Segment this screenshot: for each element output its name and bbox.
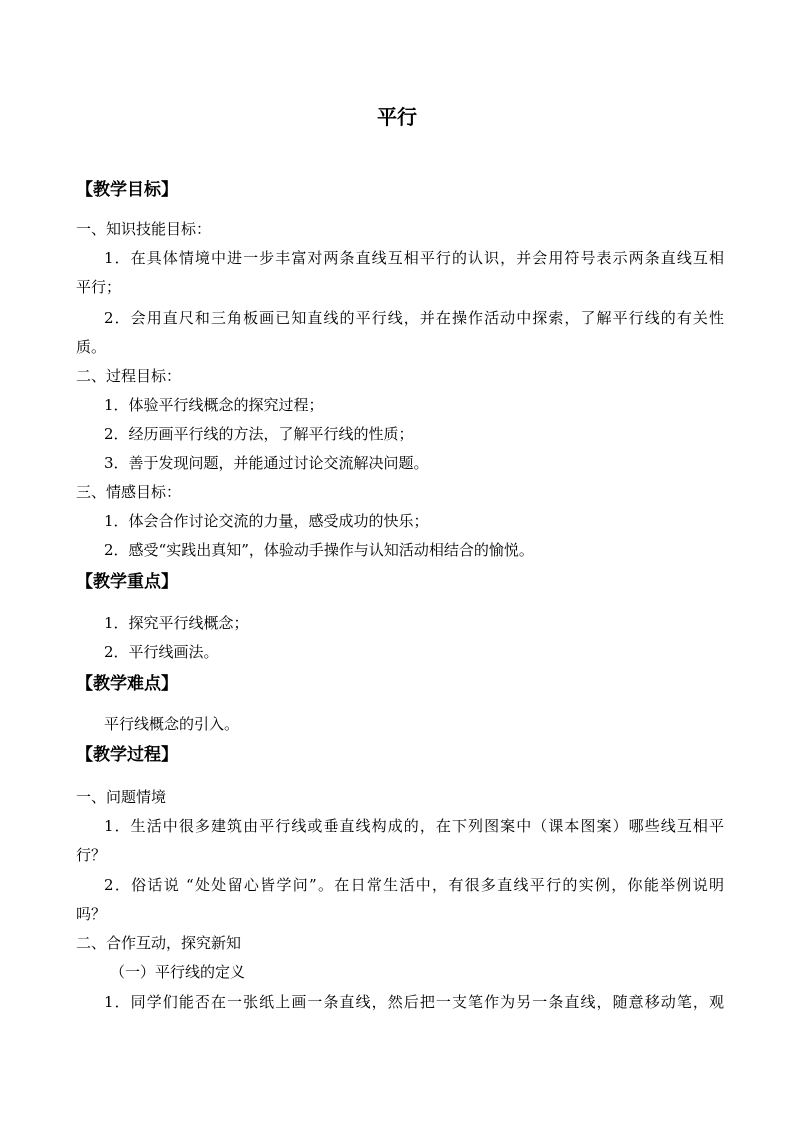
- emotion-item-2: 2．感受“实践出真知”，体验动手操作与认知活动相结合的愉悦。: [104, 541, 534, 559]
- process-goals-title: 二、过程目标：: [76, 367, 182, 385]
- section-heading-difficulty: 【教学难点】: [76, 674, 178, 694]
- parallel-definition-subtitle: （一）平行线的定义: [110, 963, 246, 981]
- knowledge-item-1-line-2: 平行；: [76, 278, 122, 296]
- problem-situation-title: 一、问题情境: [76, 788, 167, 806]
- knowledge-goals-title: 一、知识技能目标：: [76, 220, 212, 238]
- process-item-1: 1．体验平行线概念的探究过程；: [104, 396, 324, 414]
- problem-item-1-line-1: 1．生活中很多建筑由平行线或垂直线构成的，在下列图案中（课本图案）哪些线互相平: [104, 817, 724, 835]
- process-item-3: 3．善于发现问题，并能通过讨论交流解决问题。: [104, 454, 429, 472]
- cooperation-title: 二、合作互动，探究新知: [76, 934, 242, 952]
- problem-item-1-line-2: 行？: [76, 846, 107, 864]
- knowledge-item-2-line-1: 2．会用直尺和三角板画已知直线的平行线，并在操作活动中探索，了解平行线的有关性: [104, 309, 724, 327]
- key-point-item-2: 2．平行线画法。: [104, 643, 219, 661]
- process-item-2: 2．经历画平行线的方法，了解平行线的性质；: [104, 425, 414, 443]
- knowledge-item-2-line-2: 质。: [76, 338, 107, 356]
- emotion-item-1: 1．体会合作讨论交流的力量，感受成功的快乐；: [104, 512, 429, 530]
- key-point-item-1: 1．探究平行线概念；: [104, 614, 249, 632]
- section-heading-key-points: 【教学重点】: [76, 572, 178, 592]
- section-heading-teaching-process: 【教学过程】: [76, 745, 178, 765]
- problem-item-2-line-1: 2．俗话说 “处处留心皆学问”。在日常生活中，有很多直线平行的实例，你能举例说明: [104, 876, 724, 894]
- problem-item-2-line-2: 吗？: [76, 905, 107, 923]
- section-heading-teaching-goals: 【教学目标】: [76, 180, 178, 200]
- difficulty-text: 平行线概念的引入。: [104, 715, 240, 733]
- page-title: 平行: [377, 105, 417, 129]
- emotion-goals-title: 三、情感目标：: [76, 483, 182, 501]
- knowledge-item-1-line-1: 1．在具体情境中进一步丰富对两条直线互相平行的认识，并会用符号表示两条直线互相: [104, 249, 724, 267]
- cooperation-item-1-line-1: 1．同学们能否在一张纸上画一条直线，然后把一支笔作为另一条直线，随意移动笔，观: [104, 993, 724, 1011]
